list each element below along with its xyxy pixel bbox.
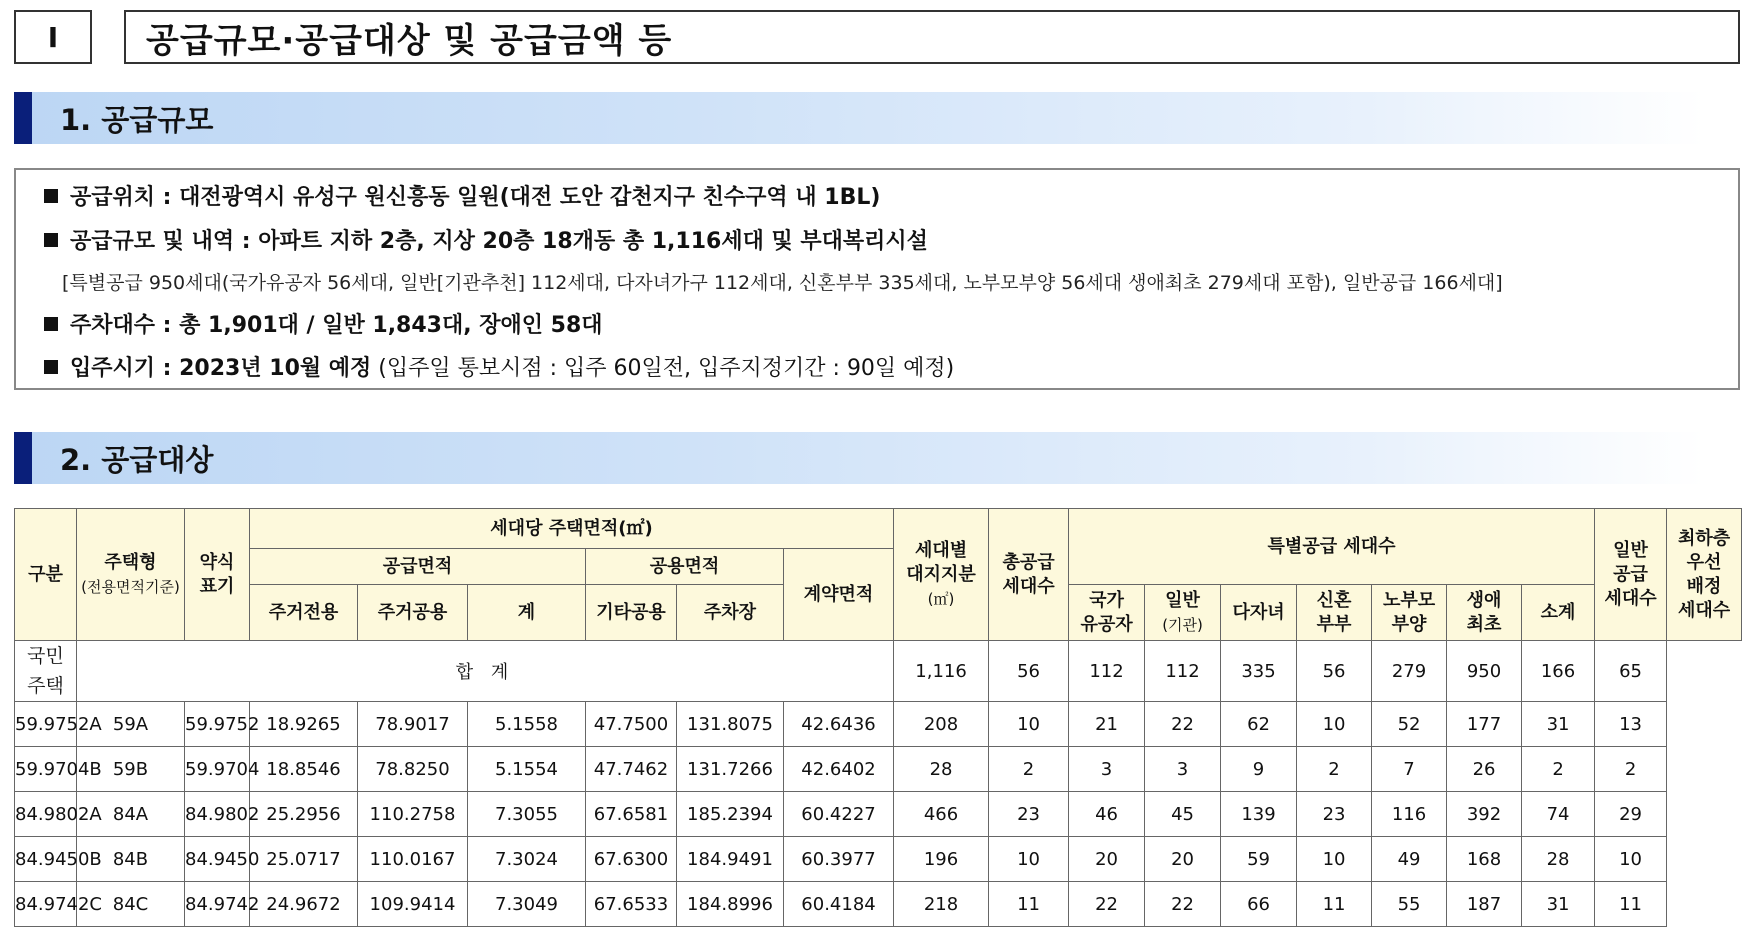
header-abbr-2: 표기 xyxy=(199,575,235,597)
table-cell: 2 xyxy=(1595,747,1667,792)
table-cell: 84.9450 xyxy=(185,837,250,882)
table-cell: 7.3055 xyxy=(468,792,586,837)
table-cell: 7 xyxy=(1372,747,1447,792)
total-cell: 1,116 xyxy=(894,641,989,702)
parking-count xyxy=(44,308,603,339)
table-cell: 59.9752A xyxy=(15,702,77,747)
table-cell: 42.6436 xyxy=(784,702,894,747)
table-cell: 184.8996 xyxy=(677,882,784,927)
move-in-note: (입주일 통보시점 : 입주 60일전, 입주지정기간 : 90일 예정) xyxy=(371,356,955,381)
table-cell: 74 xyxy=(1522,792,1595,837)
table-cell: 5.1558 xyxy=(468,702,586,747)
table-cell: 59.9704B xyxy=(15,747,77,792)
total-label: 합 계 xyxy=(77,641,894,702)
header-common-area: 공용면적 xyxy=(586,549,784,585)
table-cell: 20 xyxy=(1145,837,1221,882)
table-cell: 78.9017 xyxy=(358,702,468,747)
header-residential-common: 주거공용 xyxy=(358,585,468,641)
table-cell: 24.9672 xyxy=(250,882,358,927)
table-cell: 59.9752 xyxy=(185,702,250,747)
table-cell: 7.3049 xyxy=(468,882,586,927)
table-cell: 60.3977 xyxy=(784,837,894,882)
table-cell: 28 xyxy=(894,747,989,792)
table-cell: 168 xyxy=(1447,837,1522,882)
header-first-time xyxy=(1447,585,1522,641)
table-row xyxy=(15,837,1742,882)
section-1-header xyxy=(14,92,1704,144)
supply-scale-label: 공급규모 및 내역 : xyxy=(70,229,259,254)
total-cell: 65 xyxy=(1595,641,1667,702)
table-cell: 11 xyxy=(989,882,1069,927)
chapter-number: I xyxy=(14,10,92,64)
table-cell: 116 xyxy=(1372,792,1447,837)
table-cell: 5.1554 xyxy=(468,747,586,792)
table-cell: 11 xyxy=(1297,882,1372,927)
table-cell: 184.9491 xyxy=(677,837,784,882)
table-cell: 60.4227 xyxy=(784,792,894,837)
table-cell: 84B xyxy=(77,837,185,882)
supply-scale-detail: [특별공급 950세대(국가유공자 56세대, 일반[기관추천] 112세대, 다자녀가구 112세대, 신혼부부 335세대, 노부모부양 56세대 생애최초 279세대 포함), 일반공급 166세대] xyxy=(62,272,1503,294)
header-elderly-1: 노부모 xyxy=(1382,589,1436,611)
table-cell: 131.7266 xyxy=(677,747,784,792)
table-cell: 109.9414 xyxy=(358,882,468,927)
header-newlywed-2: 부부 xyxy=(1316,613,1352,635)
supply-location-label: 공급위치 : xyxy=(70,185,180,210)
section-marker xyxy=(14,92,32,144)
table-cell: 45 xyxy=(1145,792,1221,837)
header-residential: 주거전용 xyxy=(250,585,358,641)
header-abbr xyxy=(185,509,250,641)
table-cell: 13 xyxy=(1595,702,1667,747)
header-first-time-1: 생애 xyxy=(1466,589,1502,611)
table-row xyxy=(15,792,1742,837)
header-land-3: (㎡) xyxy=(927,589,955,608)
header-total-supply-1: 총공급 xyxy=(1002,551,1055,573)
header-abbr-1: 약식 xyxy=(199,551,235,573)
table-cell: 84.9802 xyxy=(185,792,250,837)
table-cell: 10 xyxy=(989,837,1069,882)
table-cell: 187 xyxy=(1447,882,1522,927)
header-general-supply-2: 공급 xyxy=(1613,563,1648,585)
header-general-1: 일반 xyxy=(1165,589,1200,611)
total-cell: 112 xyxy=(1145,641,1221,702)
header-special-sum: 소계 xyxy=(1522,585,1595,641)
table-cell: 84.9450B xyxy=(15,837,77,882)
table-cell: 11 xyxy=(1595,882,1667,927)
table-cell: 3 xyxy=(1145,747,1221,792)
bullet-square-icon xyxy=(44,189,58,203)
table-cell: 18.8546 xyxy=(250,747,358,792)
section-marker xyxy=(14,432,32,484)
table-cell: 25.2956 xyxy=(250,792,358,837)
total-cell: 950 xyxy=(1447,641,1522,702)
supply-scale xyxy=(44,224,928,255)
table-cell: 55 xyxy=(1372,882,1447,927)
table-cell: 84C xyxy=(77,882,185,927)
header-land-share xyxy=(894,509,989,641)
table-cell: 392 xyxy=(1447,792,1522,837)
table-cell: 2 xyxy=(989,747,1069,792)
header-other-common: 기타공용 xyxy=(586,585,677,641)
table-cell: 466 xyxy=(894,792,989,837)
section-2-header xyxy=(14,432,1704,484)
header-multichild: 다자녀 xyxy=(1221,585,1297,641)
total-cell: 56 xyxy=(1297,641,1372,702)
move-in-value: 2023년 10월 예정 xyxy=(179,356,372,381)
table-cell: 67.6300 xyxy=(586,837,677,882)
table-cell: 10 xyxy=(1297,837,1372,882)
table-cell: 208 xyxy=(894,702,989,747)
header-special-group: 특별공급 세대수 xyxy=(1069,509,1595,585)
table-cell: 10 xyxy=(1595,837,1667,882)
header-parking: 주차장 xyxy=(677,585,784,641)
table-cell: 10 xyxy=(989,702,1069,747)
table-cell: 3 xyxy=(1069,747,1145,792)
header-land-1: 세대별 xyxy=(914,539,968,561)
table-cell: 60.4184 xyxy=(784,882,894,927)
header-first-time-2: 최초 xyxy=(1466,613,1502,635)
parking-value: 총 1,901대 / 일반 1,843대, 장애인 58대 xyxy=(179,313,603,338)
supply-target-table xyxy=(14,508,1742,927)
header-total-supply xyxy=(989,509,1069,641)
category-cell xyxy=(15,641,77,702)
table-cell: 21 xyxy=(1069,702,1145,747)
header-lowest-floor xyxy=(1667,509,1742,641)
header-contract-area: 계약면적 xyxy=(784,549,894,641)
page-title: 공급규모·공급대상 및 공급금액 등 xyxy=(124,10,1740,64)
table-cell: 66 xyxy=(1221,882,1297,927)
table-cell: 23 xyxy=(989,792,1069,837)
total-row xyxy=(15,641,1742,702)
header-elderly xyxy=(1372,585,1447,641)
header-general-inst xyxy=(1145,585,1221,641)
table-cell: 22 xyxy=(1145,702,1221,747)
header-lowest-1: 최하층 xyxy=(1677,527,1731,549)
header-veteran xyxy=(1069,585,1145,641)
total-cell: 279 xyxy=(1372,641,1447,702)
table-cell: 110.2758 xyxy=(358,792,468,837)
table-cell: 110.0167 xyxy=(358,837,468,882)
table-cell: 10 xyxy=(1297,702,1372,747)
supply-location xyxy=(44,180,880,211)
header-gubun: 구분 xyxy=(15,509,77,641)
header-land-2: 대지지분 xyxy=(906,563,976,585)
table-cell: 131.8075 xyxy=(677,702,784,747)
table-cell: 2 xyxy=(1522,747,1595,792)
table-cell: 78.8250 xyxy=(358,747,468,792)
table-cell: 84.9742 xyxy=(185,882,250,927)
header-house-type-sub: (전용면적기준) xyxy=(81,577,180,596)
parking-label: 주차대수 : xyxy=(70,313,180,338)
total-cell: 166 xyxy=(1522,641,1595,702)
table-cell: 28 xyxy=(1522,837,1595,882)
header-supply-area: 공급면적 xyxy=(250,549,586,585)
header-area-group: 세대당 주택면적(㎡) xyxy=(250,509,894,549)
table-row xyxy=(15,702,1742,747)
supply-location-value: 대전광역시 유성구 원신흥동 일원(대전 도안 갑천지구 친수구역 내 1BL) xyxy=(179,185,881,210)
bullet-square-icon xyxy=(44,233,58,247)
table-cell: 47.7462 xyxy=(586,747,677,792)
table-cell: 185.2394 xyxy=(677,792,784,837)
table-cell: 2 xyxy=(1297,747,1372,792)
table-cell: 218 xyxy=(894,882,989,927)
table-cell: 196 xyxy=(894,837,989,882)
header-general-supply-1: 일반 xyxy=(1613,539,1648,561)
total-cell: 112 xyxy=(1069,641,1145,702)
supply-scale-value: 아파트 지하 2층, 지상 20층 18개동 총 1,116세대 및 부대복리시설 xyxy=(258,229,928,254)
bullet-square-icon xyxy=(44,360,58,374)
table-cell: 22 xyxy=(1069,882,1145,927)
section-2-title: 2. 공급대상 xyxy=(60,442,214,477)
table-cell: 139 xyxy=(1221,792,1297,837)
move-in-label: 입주시기 : xyxy=(70,356,180,381)
table-cell: 59B xyxy=(77,747,185,792)
table-cell: 67.6533 xyxy=(586,882,677,927)
header-newlywed-1: 신혼 xyxy=(1316,589,1352,611)
total-cell: 56 xyxy=(989,641,1069,702)
table-cell: 62 xyxy=(1221,702,1297,747)
bullet-square-icon xyxy=(44,317,58,331)
table-cell: 177 xyxy=(1447,702,1522,747)
table-cell: 29 xyxy=(1595,792,1667,837)
header-veteran-1: 국가 xyxy=(1089,589,1124,611)
table-cell: 18.9265 xyxy=(250,702,358,747)
header-veteran-2: 유공자 xyxy=(1080,613,1133,635)
table-cell: 67.6581 xyxy=(586,792,677,837)
total-cell: 335 xyxy=(1221,641,1297,702)
header-lowest-2: 우선 xyxy=(1686,551,1722,573)
table-cell: 49 xyxy=(1372,837,1447,882)
table-cell: 26 xyxy=(1447,747,1522,792)
table-cell: 20 xyxy=(1069,837,1145,882)
header-total-supply-2: 세대수 xyxy=(1002,575,1055,597)
table-cell: 31 xyxy=(1522,882,1595,927)
table-cell: 23 xyxy=(1297,792,1372,837)
table-cell: 9 xyxy=(1221,747,1297,792)
table-cell: 7.3024 xyxy=(468,837,586,882)
table-cell: 59A xyxy=(77,702,185,747)
table-cell: 84.9802A xyxy=(15,792,77,837)
header-lowest-4: 세대수 xyxy=(1677,599,1731,621)
header-subtotal: 계 xyxy=(468,585,586,641)
header-newlywed xyxy=(1297,585,1372,641)
header-general-2: (기관) xyxy=(1162,615,1203,634)
header-house-type xyxy=(77,509,185,641)
table-cell: 22 xyxy=(1145,882,1221,927)
supply-info-box xyxy=(14,168,1740,390)
table-cell: 47.7500 xyxy=(586,702,677,747)
section-1-title: 1. 공급규모 xyxy=(60,102,214,137)
table-cell: 59 xyxy=(1221,837,1297,882)
table-cell: 46 xyxy=(1069,792,1145,837)
table-cell: 42.6402 xyxy=(784,747,894,792)
table-row xyxy=(15,747,1742,792)
table-cell: 52 xyxy=(1372,702,1447,747)
header-general-supply xyxy=(1595,509,1667,641)
header-elderly-2: 부양 xyxy=(1391,613,1427,635)
category-line-2: 주택 xyxy=(27,675,64,697)
table-cell: 25.0717 xyxy=(250,837,358,882)
move-in-period xyxy=(44,351,954,382)
table-row xyxy=(15,882,1742,927)
table-cell: 84.9742C xyxy=(15,882,77,927)
header-lowest-3: 배정 xyxy=(1686,575,1722,597)
category-line-1: 국민 xyxy=(27,645,64,667)
header-house-type-label: 주택형 xyxy=(104,551,157,573)
table-cell: 31 xyxy=(1522,702,1595,747)
table-cell: 59.9704 xyxy=(185,747,250,792)
header-general-supply-3: 세대수 xyxy=(1604,587,1657,609)
table-cell: 84A xyxy=(77,792,185,837)
